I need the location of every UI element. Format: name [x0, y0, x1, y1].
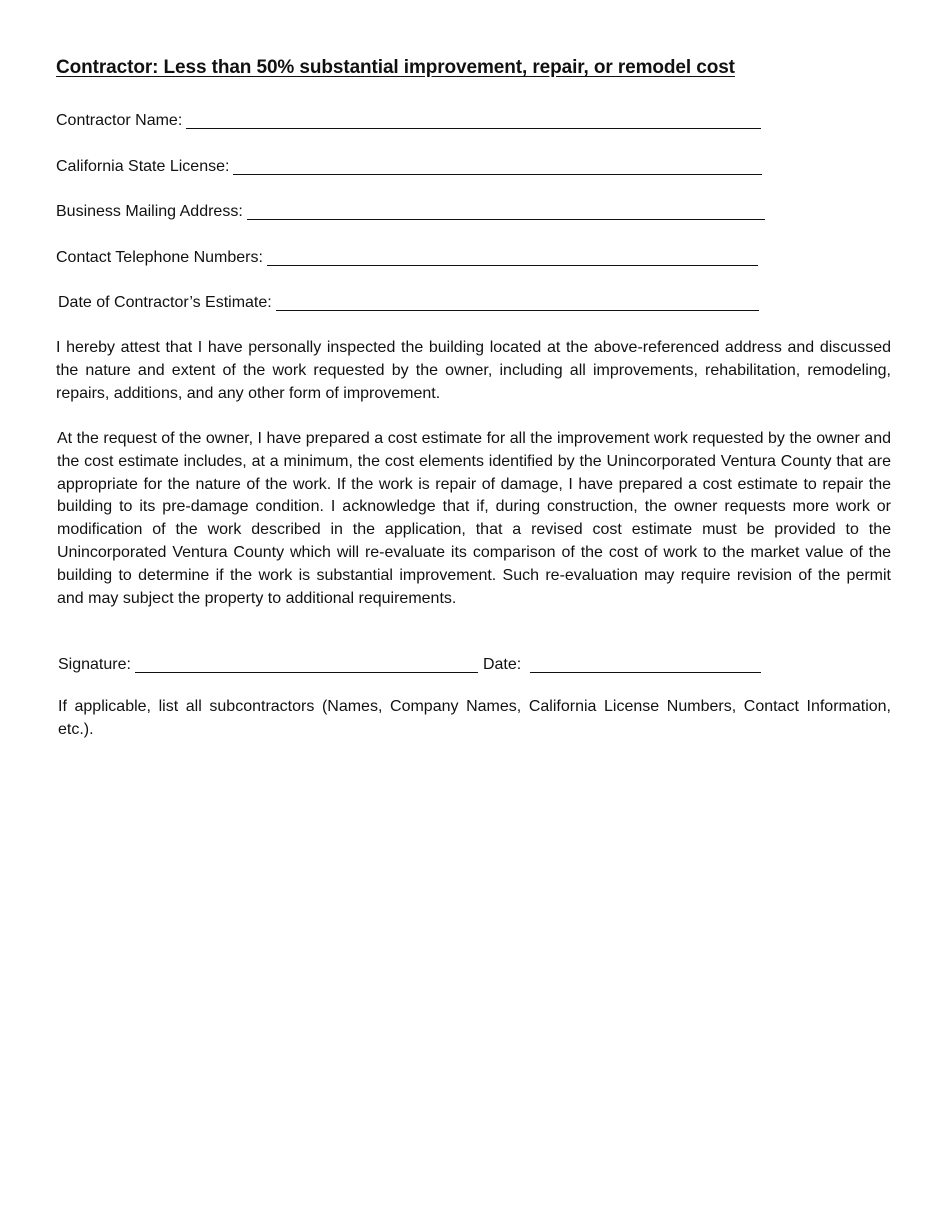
contractor-name-input-line[interactable]: [186, 124, 761, 129]
license-label: California State License:: [56, 158, 230, 175]
phone-field[interactable]: [56, 246, 758, 268]
signature-label: Signature:: [58, 656, 131, 673]
signature-input-line[interactable]: [135, 668, 478, 673]
contractor-name-label: Contractor Name:: [56, 112, 183, 129]
license-input-line[interactable]: [233, 170, 762, 175]
subcontractors-paragraph: If applicable, list all subcontractors (Names, Company Names, California License Numbers, Contact Information, etc.).: [58, 698, 891, 738]
estimate-date-input-line[interactable]: [276, 306, 759, 311]
date-label: Date:: [482, 656, 522, 673]
address-input-line[interactable]: [247, 215, 765, 220]
address-field[interactable]: [56, 200, 765, 222]
attestation-paragraph: I hereby attest that I have personally inspected the building located at the above-referenced address and discussed the nature and extent of the work requested by the owner, including all improvements, rehabilitation, remodeling, repairs, additions, and any other form of improvement.: [56, 339, 891, 402]
signature-row: [58, 653, 761, 675]
estimate-date-field[interactable]: [58, 291, 759, 313]
phone-input-line[interactable]: [267, 261, 758, 266]
address-label: Business Mailing Address:: [56, 203, 243, 220]
date-input-line[interactable]: [530, 668, 761, 673]
cost-estimate-paragraph: At the request of the owner, I have prepared a cost estimate for all the improvement work requested by the owner and the cost estimate includes, at a minimum, the cost elements identified by the Unincorporated Ventura County that are appropriate for the nature of the work. If the work is repair of damage, I have prepared a cost estimate to repair the building to its pre-damage condition. I acknowledge that if, during construction, the owner requests more work or modification of the work described in the application, that a revised cost estimate must be provided to the Unincorporated Ventura County which will re-evaluate its comparison of the cost of work to the market value of the building to determine if the work is substantial improvement. Such re-evaluation may require revision of the permit and may subject the property to additional requirements.: [57, 430, 891, 607]
phone-label: Contact Telephone Numbers:: [56, 249, 263, 266]
form-title: Contractor: Less than 50% substantial improvement, repair, or remodel cost: [56, 57, 735, 78]
contractor-name-field[interactable]: [56, 109, 761, 131]
estimate-date-label: Date of Contractor’s Estimate:: [58, 294, 272, 311]
license-field[interactable]: [56, 155, 762, 177]
